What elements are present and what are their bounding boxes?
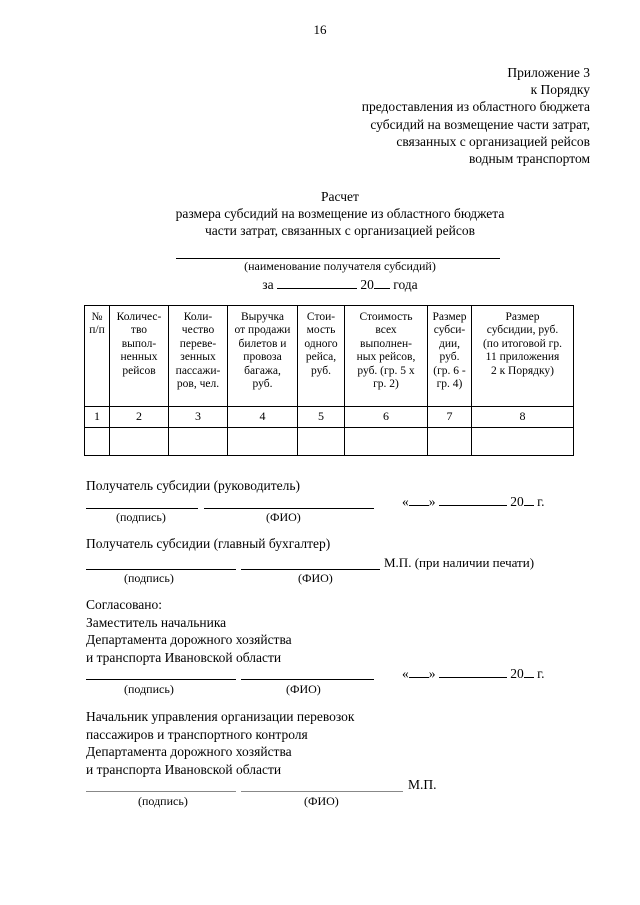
day-blank — [409, 665, 429, 678]
table-header-cell — [298, 306, 345, 407]
column-number: 6 — [345, 407, 428, 428]
document-title — [0, 188, 640, 240]
period-year: 20 — [360, 277, 374, 292]
sig4-name-line — [241, 791, 403, 792]
sig3-name-caption: (ФИО) — [286, 682, 321, 696]
table-header-row — [85, 306, 574, 407]
sig4-stamp: М.П. — [408, 777, 437, 792]
header-text: Выручка от продажи билетов и провоза багажа, руб. — [234, 311, 291, 391]
month-blank — [439, 493, 507, 506]
date-year-suffix: г. — [537, 494, 545, 509]
sig3-name-line — [241, 679, 374, 680]
sig1-name-line — [204, 508, 374, 509]
sig3-sign-caption: (подпись) — [124, 682, 174, 696]
appendix-line: водным транспортом — [468, 151, 590, 167]
period-suffix: года — [393, 277, 418, 292]
column-number: 1 — [85, 407, 110, 428]
date-year: 20 — [510, 494, 524, 509]
table-cell — [345, 428, 428, 456]
date-year-suffix: г. — [537, 666, 545, 681]
table-header-cell — [169, 306, 228, 407]
appendix-line: к Порядку — [530, 82, 590, 98]
sig1-sign-caption: (подпись) — [116, 510, 166, 524]
header-text: Размер субси- дии, руб. (гр. 6 - гр. 4) — [432, 311, 467, 391]
sig2-sign-caption: (подпись) — [124, 571, 174, 585]
header-text: Стои- мость одного рейса, руб. — [304, 311, 338, 377]
column-number: 8 — [472, 407, 574, 428]
day-blank — [409, 493, 429, 506]
sig1-title: Получатель субсидии (руководитель) — [86, 478, 301, 493]
sig4-text — [86, 708, 354, 778]
sig4-sign-caption: (подпись) — [138, 794, 188, 808]
table-cell — [169, 428, 228, 456]
appendix-line: предоставления из областного бюджета — [361, 99, 590, 115]
date-year: 20 — [510, 666, 524, 681]
date-close-quote: » — [428, 494, 436, 509]
column-number: 7 — [428, 407, 472, 428]
sig4-line: и транспорта Ивановской области — [86, 761, 282, 777]
column-number: 2 — [110, 407, 169, 428]
header-text: Коли- чество переве- зенных пассажи- ров, чел. — [175, 311, 221, 391]
period-year-blank — [374, 275, 390, 289]
column-number: 3 — [169, 407, 228, 428]
date-open-quote: « — [402, 666, 409, 681]
year-blank — [524, 493, 534, 506]
date-open-quote: « — [402, 494, 409, 509]
header-text: Стоимость всех выполнен- ных рейсов, руб. (гр. 5 х гр. 2) — [356, 311, 416, 391]
table-header-cell — [228, 306, 298, 407]
sig2-name-caption: (ФИО) — [298, 571, 333, 585]
appendix-line: Приложение 3 — [507, 65, 590, 80]
column-number: 4 — [228, 407, 298, 428]
table-header-cell — [85, 306, 110, 407]
date-close-quote: » — [428, 666, 436, 681]
sig1-date — [402, 493, 545, 510]
table-header-cell — [110, 306, 169, 407]
table-header-cell — [345, 306, 428, 407]
sig2-name-line — [241, 569, 380, 570]
table-data-row — [85, 428, 574, 456]
recipient-caption: (наименование получателя субсидий) — [244, 259, 436, 273]
period-blank — [277, 275, 357, 289]
table-cell — [85, 428, 110, 456]
sig3-line: Согласовано: — [86, 597, 162, 612]
sig3-text — [86, 596, 292, 667]
title-line: Расчет — [321, 189, 359, 204]
table-cell — [472, 428, 574, 456]
period-prefix: за — [262, 277, 274, 292]
sig3-line: и транспорта Ивановской области — [86, 650, 282, 666]
period-row — [0, 275, 640, 293]
table-header-cell — [428, 306, 472, 407]
sig1-sign-line — [86, 508, 198, 509]
title-line: части затрат, связанных с организацией рейсов — [205, 223, 475, 239]
sig2-title: Получатель субсидии (главный бухгалтер) — [86, 536, 331, 551]
column-number: 5 — [298, 407, 345, 428]
month-blank — [439, 665, 507, 678]
sig1-name-caption: (ФИО) — [266, 510, 301, 524]
header-text: № п/п — [89, 311, 105, 337]
table-cell — [110, 428, 169, 456]
table-cell — [228, 428, 298, 456]
sig3-sign-line — [86, 679, 236, 680]
table-column-numbers-row — [85, 407, 574, 428]
sig2-stamp: М.П. (при наличии печати) — [384, 555, 535, 570]
sig2-sign-line — [86, 569, 236, 570]
appendix-line: субсидий на возмещение части затрат, — [370, 116, 590, 132]
appendix-header — [362, 64, 590, 167]
sig3-date — [402, 665, 545, 682]
sig4-sign-line — [86, 791, 236, 792]
table-header-cell — [472, 306, 574, 407]
sig4-name-caption: (ФИО) — [304, 794, 339, 808]
calculation-table — [84, 305, 574, 456]
year-blank — [524, 665, 534, 678]
table-cell — [298, 428, 345, 456]
header-text: Размер субсидии, руб. (по итоговой гр. 11 приложения 2 к Порядку) — [482, 311, 563, 377]
sig3-line: Заместитель начальника — [86, 614, 227, 630]
title-line: размера субсидий на возмещение из областного бюджета — [175, 206, 505, 222]
sig4-line: Департамента дорожного хозяйства — [86, 744, 292, 759]
appendix-line: связанных с организацией рейсов — [396, 133, 590, 149]
sig4-line: Начальник управления организации перевозок — [86, 709, 355, 724]
table-cell — [428, 428, 472, 456]
page-number: 16 — [313, 22, 327, 37]
sig3-line: Департамента дорожного хозяйства — [86, 632, 292, 648]
header-text: Количес- тво выпол- ненных рейсов — [116, 311, 162, 377]
sig4-line: пассажиров и транспортного контроля — [86, 726, 308, 742]
